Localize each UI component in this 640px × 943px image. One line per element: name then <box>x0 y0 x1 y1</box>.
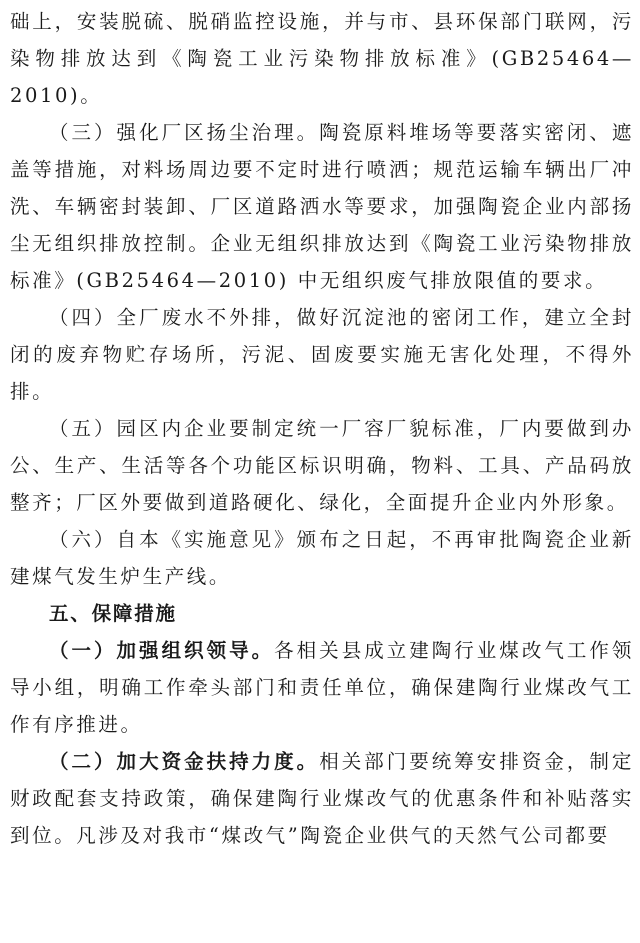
lead-funding-support: （二）加大资金扶持力度。 <box>49 750 320 773</box>
paragraph-continued: 础上，安装脱硫、脱硝监控设施，并与市、县环保部门联网，污染物排放达到《陶瓷工业污染物排放标准》(GB25464—2010)。 <box>10 10 634 107</box>
paragraph-plant-appearance: （五）园区内企业要制定统一厂容厂貌标准，厂内要做到办公、生产、生活等各个功能区标识明确，物料、工具、产品码放整齐；厂区外要做到道路硬化、绿化，全面提升企业内外形象。 <box>10 417 634 514</box>
paragraph-dust-control: （三）强化厂区扬尘治理。陶瓷原料堆场等要落实密闭、遮盖等措施，对料场周边要不定时进行喷洒；规范运输车辆出厂冲洗、车辆密封装卸、厂区道路洒水等要求，加强陶瓷企业内部扬尘无组织排放控制。企业无组织排放达到《陶瓷工业污染物排放标准》(GB25464—2010) 中无组织废气排放限值的要求。 <box>10 121 634 292</box>
paragraph-gas-generator-ban: （六）自本《实施意见》颁布之日起，不再审批陶瓷企业新建煤气发生炉生产线。 <box>10 528 634 588</box>
lead-organization-leadership: （一）加强组织领导。 <box>49 639 275 662</box>
text-funding-support: 相关部门要统筹安排资金，制定财政配套支持政策，确保建陶行业煤改气的优惠条件和补贴落实到位。凡涉及对我市“煤改气”陶瓷企业供气的天然气公司都要 <box>10 750 634 847</box>
paragraph-funding-support <box>10 743 634 854</box>
text-organization-leadership: 各相关县成立建陶行业煤改气工作领导小组，明确工作牵头部门和责任单位，确保建陶行业煤改气工作有序推进。 <box>10 639 634 736</box>
section-heading-safeguards: 五、保障措施 <box>49 602 177 625</box>
paragraph-organization-leadership <box>10 632 634 743</box>
paragraph-wastewater: （四）全厂废水不外排，做好沉淀池的密闭工作，建立全封闭的废弃物贮存场所，污泥、固废要实施无害化处理，不得外排。 <box>10 306 634 403</box>
